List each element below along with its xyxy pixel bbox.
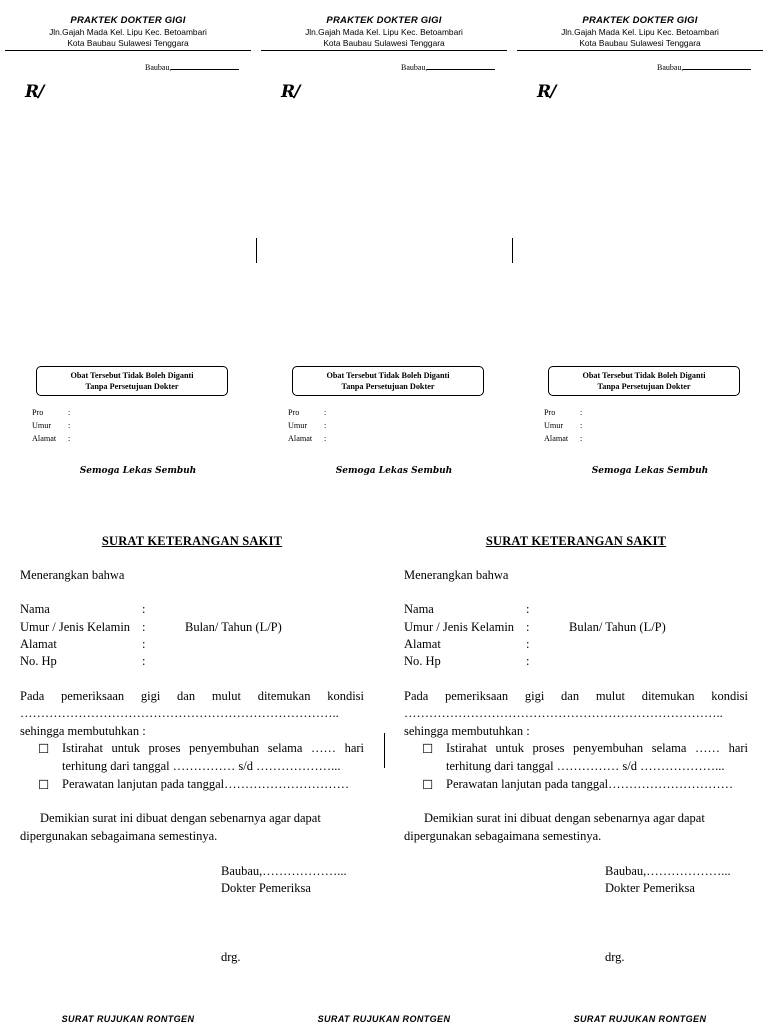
- certificate-intro: Menerangkan bahwa: [20, 568, 125, 582]
- substitution-warning-box: [548, 366, 740, 396]
- warning-line1: Obat Tersebut Tidak Boleh Diganti: [70, 371, 194, 380]
- field-colon: :: [580, 408, 583, 417]
- column-divider-mark: [384, 733, 385, 768]
- field-colon: :: [580, 421, 583, 430]
- clinic-name: PRAKTEK DOKTER GIGI: [582, 15, 698, 26]
- patient-field-pro[interactable]: [288, 408, 327, 417]
- date-blank[interactable]: [683, 60, 751, 70]
- field-colon: :: [324, 421, 327, 430]
- field-alamat[interactable]: [404, 637, 748, 652]
- field-no-hp[interactable]: [404, 654, 748, 669]
- warning-line1: Obat Tersebut Tidak Boleh Diganti: [582, 371, 706, 380]
- field-colon: :: [526, 602, 530, 616]
- rx-symbol-icon: R/: [25, 82, 44, 102]
- field-colon: :: [68, 434, 71, 443]
- field-label: Umur: [288, 421, 308, 430]
- referral-title-2: SURAT RUJUKAN RONTGEN: [317, 1014, 451, 1024]
- clinic-name: PRAKTEK DOKTER GIGI: [70, 15, 186, 26]
- closing-wish: Semoga Lekas Sembuh: [79, 466, 197, 476]
- option-followup: Perawatan lanjutan pada tanggal…………………………: [62, 777, 350, 791]
- field-nama[interactable]: [20, 602, 364, 617]
- option-rest-line2: terhitung dari tanggal …………… s/d ………………...: [446, 759, 725, 773]
- field-label: Pro: [288, 408, 300, 417]
- warning-line2: Tanpa Persetujuan Dokter: [597, 382, 691, 391]
- field-extra: Bulan/ Tahun (L/P): [185, 620, 282, 634]
- date-blank[interactable]: [427, 60, 495, 70]
- referral-title-3: SURAT RUJUKAN RONTGEN: [573, 1014, 707, 1024]
- clinic-address-line1: Jln.Gajah Mada Kel. Lipu Kec. Betoambari: [305, 27, 463, 37]
- field-label: No. Hp: [20, 654, 57, 668]
- checkbox-followup-icon[interactable]: ☐: [422, 778, 434, 792]
- need-statement: sehingga membutuhkan :: [404, 724, 530, 738]
- checkbox-rest-icon[interactable]: ☐: [422, 742, 434, 756]
- warning-line2: Tanpa Persetujuan Dokter: [341, 382, 435, 391]
- closing-statement-line1: Demikian surat ini dibuat dengan sebenarnya agar dapat: [424, 811, 705, 825]
- field-umur-jenis-kelamin[interactable]: [404, 620, 748, 635]
- closing-wish: Semoga Lekas Sembuh: [335, 466, 453, 476]
- clinic-name: PRAKTEK DOKTER GIGI: [326, 15, 442, 26]
- need-statement: sehingga membutuhkan :: [20, 724, 146, 738]
- field-colon: :: [68, 408, 71, 417]
- field-colon: :: [142, 602, 146, 616]
- exam-statement: Pada pemeriksaan gigi dan mulut ditemukan kondisi: [404, 689, 748, 703]
- field-colon: :: [142, 620, 146, 634]
- condition-dotted-line[interactable]: …………………………………………………………………..: [20, 706, 339, 720]
- prescription-form-3: [517, 0, 763, 500]
- place-date[interactable]: Baubau,………………...: [605, 864, 731, 878]
- clinic-address-line1: Jln.Gajah Mada Kel. Lipu Kec. Betoambari: [561, 27, 719, 37]
- column-divider-mark: [512, 238, 513, 263]
- field-colon: :: [324, 408, 327, 417]
- prescription-form-2: [261, 0, 507, 500]
- field-colon: :: [526, 620, 530, 634]
- field-alamat[interactable]: [20, 637, 364, 652]
- field-label: Umur: [32, 421, 52, 430]
- rx-symbol-icon: R/: [281, 82, 300, 102]
- closing-wish: Semoga Lekas Sembuh: [591, 466, 709, 476]
- patient-field-pro[interactable]: [544, 408, 583, 417]
- patient-field-alamat[interactable]: [544, 434, 583, 443]
- field-colon: :: [526, 654, 530, 668]
- option-followup: Perawatan lanjutan pada tanggal…………………………: [446, 777, 734, 791]
- examiner-label: Dokter Pemeriksa: [221, 881, 311, 895]
- referral-title-1: SURAT RUJUKAN RONTGEN: [61, 1014, 195, 1024]
- field-label: Umur / Jenis Kelamin: [404, 620, 515, 634]
- field-colon: :: [142, 654, 146, 668]
- field-label: Pro: [32, 408, 44, 417]
- header-divider: [517, 50, 763, 51]
- place-date[interactable]: Baubau,………………...: [221, 864, 347, 878]
- field-extra: Bulan/ Tahun (L/P): [569, 620, 666, 634]
- patient-field-pro[interactable]: [32, 408, 71, 417]
- date-blank[interactable]: [171, 60, 239, 70]
- certificate-title: SURAT KETERANGAN SAKIT: [485, 534, 667, 548]
- certificate-intro: Menerangkan bahwa: [404, 568, 509, 582]
- city-label: Baubau,: [401, 63, 428, 72]
- certificate-title: SURAT KETERANGAN SAKIT: [101, 534, 283, 548]
- field-label: Nama: [20, 602, 50, 616]
- header-divider: [5, 50, 251, 51]
- field-colon: :: [68, 421, 71, 430]
- city-date-line[interactable]: [145, 60, 239, 72]
- city-label: Baubau,: [657, 63, 684, 72]
- warning-line1: Obat Tersebut Tidak Boleh Diganti: [326, 371, 450, 380]
- city-date-line[interactable]: [657, 60, 751, 72]
- header-divider: [261, 50, 507, 51]
- field-label: Umur / Jenis Kelamin: [20, 620, 131, 634]
- examiner-label: Dokter Pemeriksa: [605, 881, 695, 895]
- sick-certificate-2: [404, 520, 748, 980]
- field-no-hp[interactable]: [20, 654, 364, 669]
- option-rest-line1: Istirahat untuk proses penyembuhan selama …… hari: [446, 741, 748, 755]
- option-rest-line1: Istirahat untuk proses penyembuhan selama …… hari: [62, 741, 364, 755]
- field-label: Alamat: [288, 434, 313, 443]
- option-rest-line2: terhitung dari tanggal …………… s/d ………………...: [62, 759, 341, 773]
- patient-field-umur[interactable]: [288, 421, 327, 430]
- prescription-form-1: [5, 0, 251, 500]
- column-divider-mark: [256, 238, 257, 263]
- clinic-address-line2: Kota Baubau Sulawesi Tenggara: [67, 38, 189, 48]
- checkbox-rest-icon[interactable]: ☐: [38, 742, 50, 756]
- closing-statement-line2: dipergunakan sebagaimana semestinya.: [404, 829, 602, 843]
- sick-certificate-1: [20, 520, 364, 980]
- field-nama[interactable]: [404, 602, 748, 617]
- field-umur-jenis-kelamin[interactable]: [20, 620, 364, 635]
- doctor-signature-name[interactable]: drg.: [605, 950, 625, 964]
- field-label: No. Hp: [404, 654, 441, 668]
- patient-field-alamat[interactable]: [288, 434, 327, 443]
- city-date-line[interactable]: [401, 60, 495, 72]
- closing-statement-line1: Demikian surat ini dibuat dengan sebenarnya agar dapat: [40, 811, 321, 825]
- field-colon: :: [526, 637, 530, 651]
- patient-field-alamat[interactable]: [32, 434, 71, 443]
- substitution-warning-box: [292, 366, 484, 396]
- checkbox-followup-icon[interactable]: ☐: [38, 778, 50, 792]
- warning-line2: Tanpa Persetujuan Dokter: [85, 382, 179, 391]
- doctor-signature-name[interactable]: drg.: [221, 950, 241, 964]
- field-label: Alamat: [404, 637, 441, 651]
- rx-symbol-icon: R/: [537, 82, 556, 102]
- clinic-address-line2: Kota Baubau Sulawesi Tenggara: [323, 38, 445, 48]
- closing-statement-line2: dipergunakan sebagaimana semestinya.: [20, 829, 218, 843]
- exam-statement: Pada pemeriksaan gigi dan mulut ditemukan kondisi: [20, 689, 364, 703]
- patient-field-umur[interactable]: [544, 421, 583, 430]
- city-label: Baubau,: [145, 63, 172, 72]
- field-colon: :: [324, 434, 327, 443]
- field-colon: :: [142, 637, 146, 651]
- field-label: Alamat: [544, 434, 569, 443]
- field-label: Alamat: [20, 637, 57, 651]
- field-label: Umur: [544, 421, 564, 430]
- field-label: Nama: [404, 602, 434, 616]
- condition-dotted-line[interactable]: …………………………………………………………………..: [404, 706, 723, 720]
- field-label: Alamat: [32, 434, 57, 443]
- field-colon: :: [580, 434, 583, 443]
- substitution-warning-box: [36, 366, 228, 396]
- clinic-address-line2: Kota Baubau Sulawesi Tenggara: [579, 38, 701, 48]
- field-label: Pro: [544, 408, 556, 417]
- clinic-address-line1: Jln.Gajah Mada Kel. Lipu Kec. Betoambari: [49, 27, 207, 37]
- patient-field-umur[interactable]: [32, 421, 71, 430]
